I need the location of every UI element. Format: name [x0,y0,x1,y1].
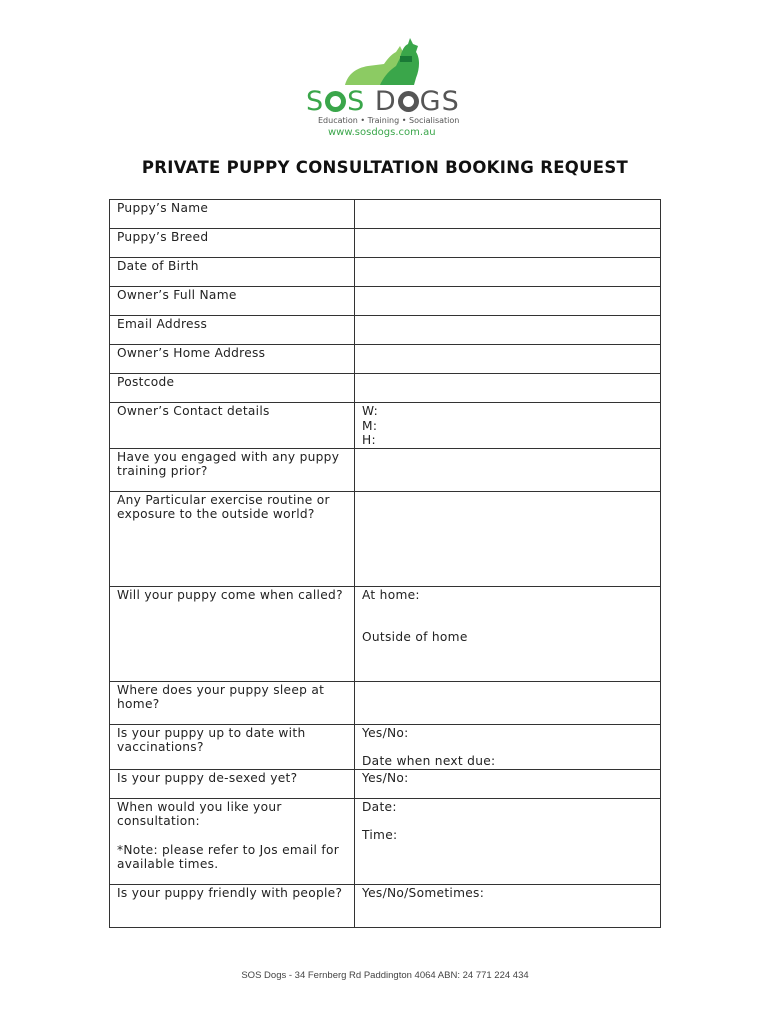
answer-cell[interactable] [355,448,661,491]
question-line: When would you like your [117,799,282,814]
question-line: consultation: [117,814,200,828]
question-cell: Date of Birth [110,258,355,287]
answer-cell[interactable] [355,491,661,586]
logo-sos-s2: S [347,86,366,117]
answer-label: M: [362,418,378,433]
table-row [110,586,661,681]
answer-cell[interactable] [355,724,661,769]
question-cell [110,681,355,724]
paw-icon [398,91,419,112]
question-cell: Owner’s Home Address [110,345,355,374]
answer-cell[interactable] [355,316,661,345]
question-line: Any Particular exercise routine or [117,492,330,507]
page-title: PRIVATE PUPPY CONSULTATION BOOKING REQUEST [141,158,629,177]
answer-label: Date: [362,799,397,814]
question-line: exposure to the outside world? [117,507,315,521]
answer-cell[interactable] [355,586,661,681]
answer-cell[interactable] [355,345,661,374]
question-cell: Puppy’s Name [110,200,355,229]
spacer [362,616,653,630]
answer-label: Yes/No/Sometimes: [362,885,485,900]
question-cell: Owner’s Full Name [110,287,355,316]
table-row [110,448,661,491]
spacer [362,740,653,754]
table-row [110,798,661,884]
answer-label: Date when next due: [362,754,496,768]
answer-cell[interactable] [355,374,661,403]
answer-cell[interactable] [355,681,661,724]
answer-label: At home: [362,587,420,602]
spacer [117,829,347,843]
question-line: Have you engaged with any puppy [117,449,340,464]
answer-label: Yes/No: [362,770,409,785]
question-cell [110,448,355,491]
note-line: available times. [117,857,219,871]
logo-sos-s1: S [306,86,325,117]
table-row [110,229,661,258]
answer-cell[interactable] [355,403,661,449]
question-cell: Will your puppy come when called? [110,586,355,681]
page-footer: SOS Dogs - 34 Fernberg Rd Paddington 4064 ABN: 24 771 224 434 [241,970,529,981]
question-cell [110,491,355,586]
spacer [362,602,653,616]
question-cell: Puppy’s Breed [110,229,355,258]
table-row [110,769,661,798]
sos-dogs-logo [300,38,470,142]
answer-label: Yes/No: [362,725,409,740]
answer-label: W: [362,404,379,418]
logo-tagline: Education • Training • Socialisation [318,116,460,125]
table-row [110,345,661,374]
question-cell [110,724,355,769]
question-cell [110,798,355,884]
table-row [110,403,661,449]
note-line: *Note: please refer to Jos email for [117,842,340,857]
question-line: Is your puppy up to date with [117,725,306,740]
question-line: vaccinations? [117,740,204,754]
answer-cell[interactable] [355,200,661,229]
question-line: training prior? [117,464,208,478]
question-cell: Owner’s Contact details [110,403,355,449]
answer-label: Outside of home [362,630,468,644]
logo-wordmark [306,86,466,117]
answer-cell[interactable] [355,798,661,884]
table-row [110,287,661,316]
question-cell: Postcode [110,374,355,403]
answer-label: H: [362,433,376,447]
logo-url[interactable]: www.sosdogs.com.au [328,127,436,138]
paw-icon [325,91,346,112]
spacer [362,814,653,828]
table-row [110,491,661,586]
table-row [110,681,661,724]
answer-cell[interactable] [355,287,661,316]
booking-form-table [109,199,661,928]
table-row [110,884,661,927]
dogs-silhouette-icon [340,38,430,86]
table-row [110,258,661,287]
question-cell: Is your puppy de-sexed yet? [110,769,355,798]
question-line: home? [117,697,160,711]
answer-label: Time: [362,828,398,842]
answer-cell[interactable] [355,258,661,287]
question-cell: Is your puppy friendly with people? [110,884,355,927]
table-row [110,200,661,229]
question-cell: Email Address [110,316,355,345]
answer-cell[interactable] [355,229,661,258]
question-line: Where does your puppy sleep at [117,682,325,697]
answer-cell[interactable] [355,884,661,927]
logo-dogs-gs: GS [419,86,460,117]
answer-cell[interactable] [355,769,661,798]
logo-dogs-d: D [374,86,397,117]
table-row [110,374,661,403]
table-row [110,724,661,769]
table-row [110,316,661,345]
